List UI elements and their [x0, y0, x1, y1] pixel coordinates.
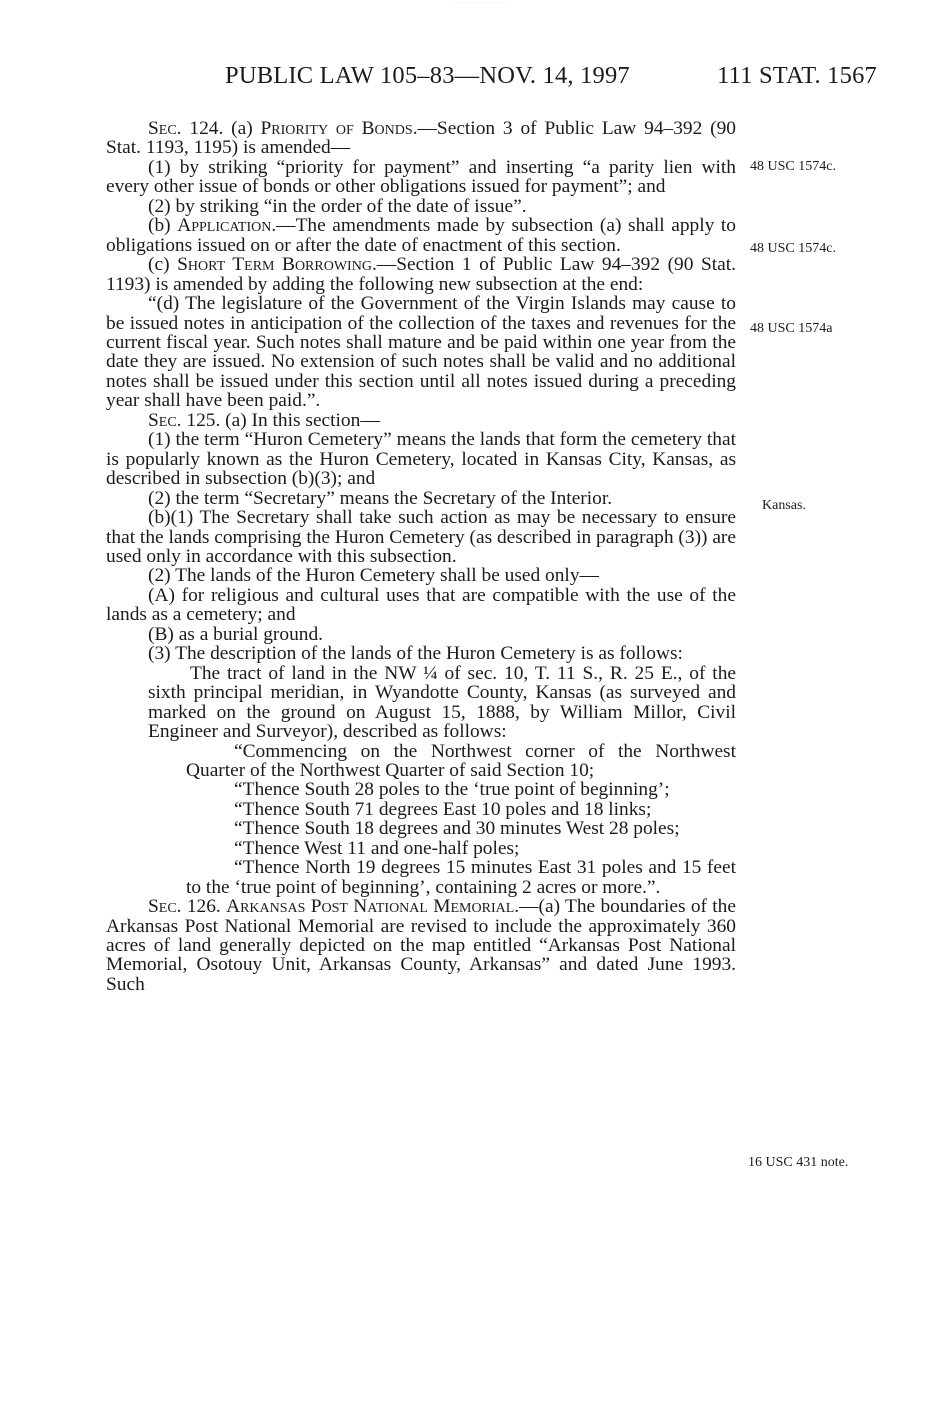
sec-125-a: [106, 411, 736, 430]
sec-124-a: [106, 119, 736, 158]
tract-description: The tract of land in the NW ¼ of sec. 10, T. 11 S., R. 25 E., of the sixth principal meridian, in Wyandotte County, Kansas (as surveyed and marked on the ground on August 15, 1888, by William Millor, Civil Engineer and Surveyor), described as follows:: [148, 662, 736, 743]
subsection-heading: Application: [177, 215, 272, 237]
sec-124-c: [106, 255, 736, 294]
para-label: (c): [148, 254, 178, 276]
subsection-heading: Priority of Bonds: [260, 118, 413, 139]
page-seal-mark: [450, 2, 510, 21]
boundary-line-5: “Thence West 11 and one-half poles;: [234, 837, 520, 859]
boundary-line-1: “Commencing on the Northwest corner of the Northwest Quarter of the Northwest Quarter of said Section 10;: [186, 740, 736, 781]
sec-text: 125. (a) In this section—: [181, 409, 380, 431]
sec-125-a-2: (2) the term “Secretary” means the Secretary of the Interior.: [148, 487, 613, 509]
page-body: [106, 119, 736, 994]
sec-125-a-1: (1) the term “Huron Cemetery” means the lands that form the cemetery that is popularly known as the Huron Cemetery, located in Kansas City, Kansas, as described in subsection (b)(3); and: [106, 429, 736, 490]
boundary-line-3: “Thence South 71 degrees East 10 poles and 18 links;: [234, 798, 652, 820]
sec-125-b-3: (3) The description of the lands of the Huron Cemetery is as follows:: [148, 643, 683, 665]
sec-124-b: [106, 216, 736, 255]
sec-number: 126.: [181, 896, 227, 918]
sec-125-b-2: (2) The lands of the Huron Cemetery shall be used only—: [148, 565, 599, 587]
para-label: (b): [148, 215, 178, 237]
sec-126: [106, 897, 736, 994]
sec-text: .—(a) The boundaries of the Arkansas Post National Memorial are revised to include the approximately 360 acres of land generally depicted on the map entitled “Arkansas Post National Memorial, Osotouy Unit, Arkansas County, Arkansas” and dated June 1993. Such: [106, 896, 736, 995]
boundary-line-6: “Thence North 19 degrees 15 minutes East 31 poles and 15 feet to the ‘true point of beginning’, containing 2 acres or more.”.: [186, 857, 736, 898]
margin-note-2: 48 USC 1574c.: [750, 241, 836, 256]
header-title: PUBLIC LAW 105–83—NOV. 14, 1997: [225, 62, 630, 89]
sec-125-b-2-A: (A) for religious and cultural uses that are compatible with the use of the lands as a cemetery; and: [106, 584, 736, 626]
sec-text: .—Section 3 of Public Law 94–392 (90 Stat. 1193, 1195) is amended—: [106, 118, 736, 159]
margin-note-4: Kansas.: [762, 498, 806, 513]
boundary-line-2: “Thence South 28 poles to the ‘true point of beginning’;: [234, 779, 670, 801]
subsection-heading: Short Term Borrowing: [177, 254, 372, 276]
sec-124-a-1: (1) by striking “priority for payment” and inserting “a parity lien with every other issue of bonds or other obligations issued for payment”; and: [106, 156, 736, 198]
sec-124-a-2: (2) by striking “in the order of the date of issue”.: [148, 195, 527, 217]
sec-125-b-1: (b)(1) The Secretary shall take such action as may be necessary to ensure that the lands comprising the Huron Cemetery (as described in paragraph (3)) are used only in accordance with this subsection.: [106, 507, 736, 567]
margin-note-3: 48 USC 1574a: [750, 321, 833, 336]
sec-label: Sec.: [148, 896, 182, 918]
sec-number: 124. (a): [181, 118, 261, 139]
sec-125-b-2-B: (B) as a burial ground.: [148, 623, 324, 645]
sec-label: Sec.: [148, 409, 182, 431]
para-text: .—The amendments made by subsection (a) shall apply to obligations issued on or after the date of enactment of this section.: [106, 215, 736, 256]
boundary-line-4: “Thence South 18 degrees and 30 minutes West 28 poles;: [234, 818, 680, 840]
header-page-number: 111 STAT. 1567: [717, 62, 877, 89]
sec-label: Sec.: [148, 118, 182, 139]
margin-note-1: 48 USC 1574c.: [750, 159, 836, 174]
para-text: .—Section 1 of Public Law 94–392 (90 Stat. 1193) is amended by adding the following new subsection at the end:: [106, 254, 736, 295]
margin-note-5: 16 USC 431 note.: [748, 1155, 849, 1170]
sec-124-d-quoted: “(d) The legislature of the Government of the Virgin Islands may cause to be issued notes in anticipation of the collection of the taxes and revenues for the current fiscal year. Such notes shall mature and be paid within one year from the date they are issued. No extension of such notes shall be valid and no additional notes shall be issued under this section until all notes issued during a preceding year shall have been paid.”.: [106, 293, 736, 412]
section-heading: Arkansas Post National Memorial: [226, 896, 515, 918]
